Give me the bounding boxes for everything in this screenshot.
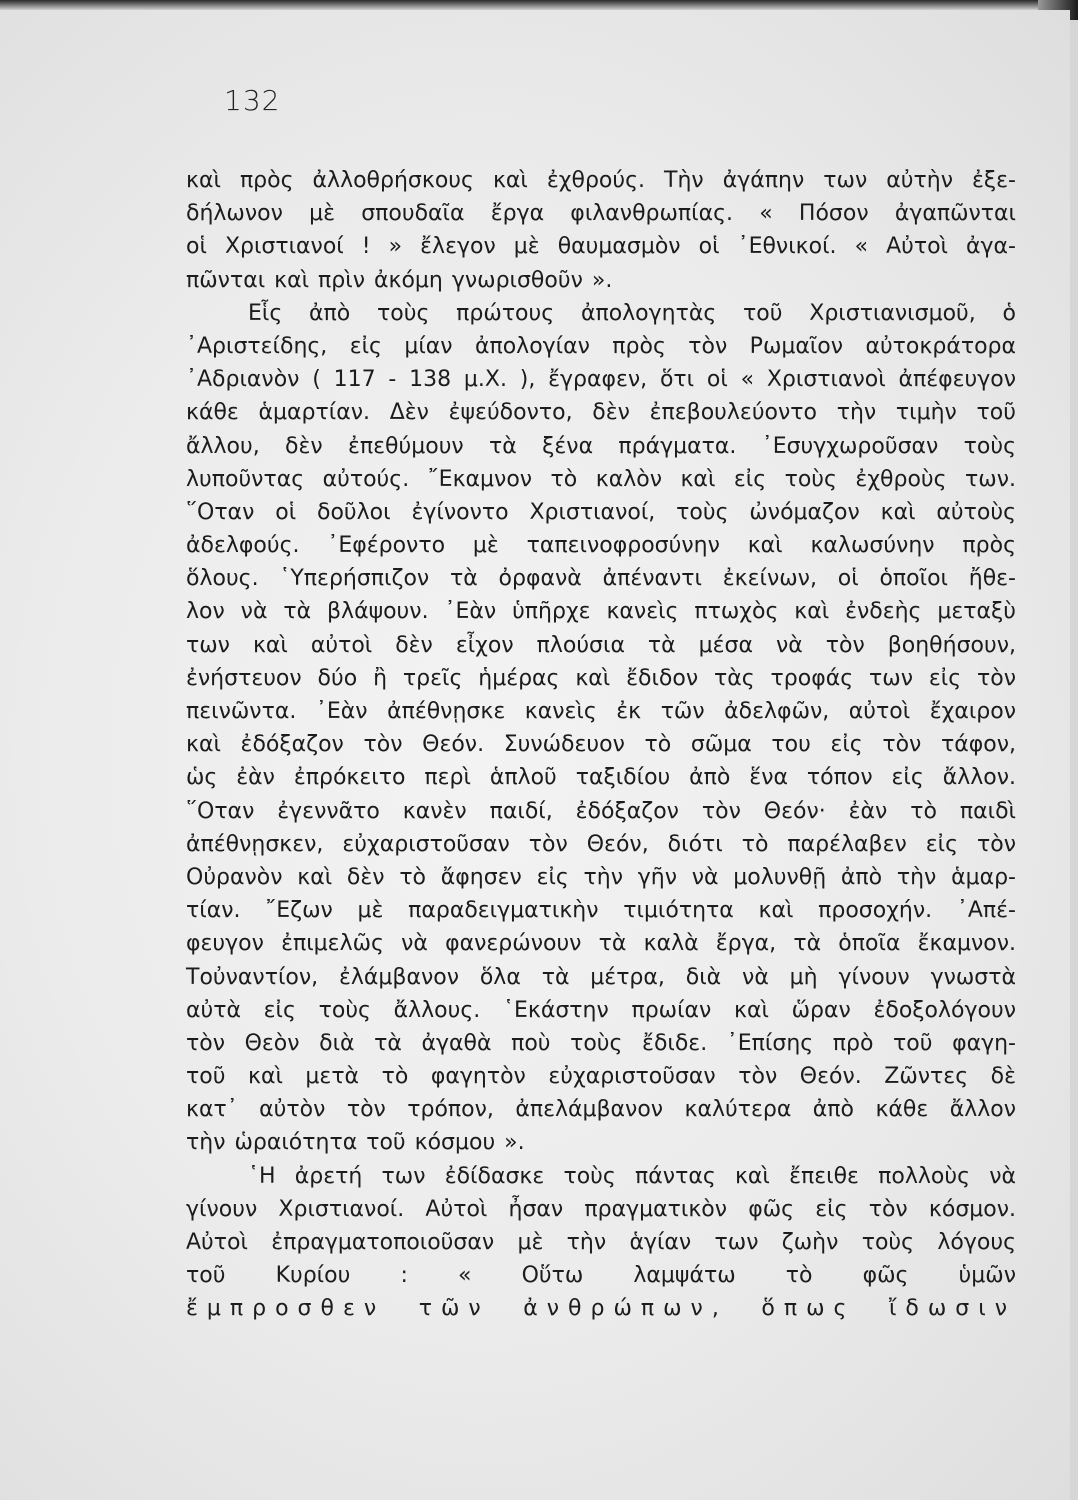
text-line: αὐτὰ εἰς τοὺς ἄλλους. ῾Εκάστην πρωίαν καὶ ὥραν ἐδοξολόγουν (186, 997, 1016, 1023)
text-line: φευγον ἐπιμελῶς νὰ φανερώνουν τὰ καλὰ ἔργα, τὰ ὁποῖα ἔκαμνον. (186, 931, 1016, 957)
book-page (0, 10, 1070, 1500)
text-line: ᾿Αδριανὸν ( 117 - 138 μ.Χ. ), ἔγραφεν, ὅτι οἱ « Χριστιανοὶ ἀπέφευγον (186, 367, 1016, 393)
text-line: πεινῶντα. ᾿Εὰν ἀπέθνῃσκε κανεὶς ἐκ τῶν ἀδελφῶν, αὐτοὶ ἔχαιρον (186, 699, 1016, 724)
text-line: ᾿Αριστείδης, εἰς μίαν ἀπολογίαν πρὸς τὸν Ρωμαῖον αὐτοκράτορα (186, 333, 1016, 359)
text-line: τίαν. ῎Εζων μὲ παραδειγματικὴν τιμιότητα καὶ προσοχήν. ᾿Απέ- (186, 898, 1016, 924)
text-line: τοῦ καὶ μετὰ τὸ φαγητὸν εὐχαριστοῦσαν τὸν Θεόν. Ζῶντες δὲ (186, 1064, 1016, 1090)
text-line: τὴν ὡραιότητα τοῦ κόσμου ». (186, 1130, 525, 1156)
text-line: ἄλλου, δὲν ἐπεθύμουν τὰ ξένα πράγματα. ᾿Εσυγχωροῦσαν τοὺς (186, 433, 1016, 459)
text-line: ῞Οταν ἐγεννᾶτο κανὲν παιδί, ἐδόξαζον τὸν Θεόν· ἐὰν τὸ παιδὶ (186, 798, 1016, 824)
text-line: καὶ πρὸς ἀλλοθρήσκους καὶ ἐχθρούς. Τὴν ἀγάπην των αὐτὴν ἐξε- (186, 168, 1016, 193)
text-line: ῞Οταν οἱ δοῦλοι ἐγίνοντο Χριστιανοί, τοὺς ὠνόμαζον καὶ αὐτοὺς (186, 499, 1016, 525)
text-line: ὡς ἐὰν ἐπρόκειτο περὶ ἁπλοῦ ταξιδίου ἀπὸ ἕνα τόπον εἰς ἄλλον. (186, 765, 1016, 791)
page-number: 132 (224, 84, 281, 117)
paragraph-start-line: Εἷς ἀπὸ τοὺς πρώτους ἀπολογητὰς τοῦ Χριστιανισμοῦ, ὁ (248, 300, 1016, 326)
text-line: καὶ ἐδόξαζον τὸν Θεόν. Συνώδευον τὸ σῶμα του εἰς τὸν τάφον, (186, 732, 1016, 758)
scan-edge-top (0, 0, 1078, 10)
text-line: πῶνται καὶ πρὶν ἀκόμη γνωρισθοῦν ». (186, 267, 613, 293)
text-line: των καὶ αὐτοὶ δὲν εἶχον πλούσια τὰ μέσα νὰ τὸν βοηθήσουν, (186, 632, 1016, 658)
text-line: ἀδελφούς. ᾿Εφέροντο μὲ ταπεινοφροσύνην καὶ καλωσύνην πρὸς (186, 533, 1016, 559)
text-line: οἱ Χριστιανοί ! » ἔλεγον μὲ θαυμασμὸν οἱ ᾿Εθνικοί. « Αὐτοὶ ἀγα- (186, 234, 1016, 260)
text-line: τὸν Θεὸν διὰ τὰ ἀγαθὰ ποὺ τοὺς ἔδιδε. ᾿Επίσης πρὸ τοῦ φαγη- (186, 1030, 1016, 1056)
text-line: Οὐρανὸν καὶ δὲν τὸ ἄφησεν εἰς τὴν γῆν νὰ μολυνθῇ ἀπὸ τὴν ἁμαρ- (186, 864, 1016, 890)
text-line: τοῦ Κυρίου : « Οὕτω λαμψάτω τὸ φῶς ὑμῶν (186, 1263, 1016, 1289)
text-line: λον νὰ τὰ βλάψουν. ᾿Εὰν ὑπῆρχε κανεὶς πτωχὸς καὶ ἐνδεὴς μεταξὺ (186, 599, 1016, 625)
text-line: λυποῦντας αὐτούς. ῎Εκαμνον τὸ καλὸν καὶ εἰς τοὺς ἐχθροὺς των. (186, 466, 1016, 492)
text-line: γίνουν Χριστιανοί. Αὐτοὶ ἦσαν πραγματικὸν φῶς εἰς τὸν κόσμον. (186, 1196, 1016, 1222)
body-text (186, 164, 1016, 1326)
text-line: κατ᾿ αὐτὸν τὸν τρόπον, ἀπελάμβανον καλύτερα ἀπὸ κάθε ἄλλον (186, 1097, 1016, 1123)
text-line: Τοὐναντίον, ἐλάμβανον ὅλα τὰ μέτρα, διὰ νὰ μὴ γίνουν γνωστὰ (186, 964, 1016, 990)
text-line: κάθε ἁμαρτίαν. Δὲν ἐψεύδοντο, δὲν ἐπεβουλεύοντο τὴν τιμὴν τοῦ (186, 400, 1016, 426)
text-line: ἀπέθνῃσκεν, εὐχαριστοῦσαν τὸν Θεόν, διότι τὸ παρέλαβεν εἰς τὸν (186, 831, 1016, 857)
text-line: ἔμπροσθεν τῶν ἀνθρώπων, ὅπως ἴδωσιν (186, 1296, 1016, 1322)
paragraph-start-line: ῾Η ἀρετή των ἐδίδασκε τοὺς πάντας καὶ ἔπειθε πολλοὺς νὰ (248, 1163, 1016, 1189)
text-line: ὅλους. ῾Υπερήσπιζον τὰ ὀρφανὰ ἀπέναντι ἐκείνων, οἱ ὁποῖοι ἤθε- (186, 566, 1016, 592)
text-line: Αὐτοὶ ἐπραγματοποιοῦσαν μὲ τὴν ἁγίαν των ζωὴν τοὺς λόγους (186, 1230, 1016, 1255)
text-line: ἐνήστευον δύο ἢ τρεῖς ἡμέρας καὶ ἔδιδον τὰς τροφάς των εἰς τὸν (186, 665, 1016, 691)
text-line: δήλωνον μὲ σπουδαῖα ἔργα φιλανθρωπίας. « Πόσον ἀγαπῶνται (186, 201, 1016, 227)
